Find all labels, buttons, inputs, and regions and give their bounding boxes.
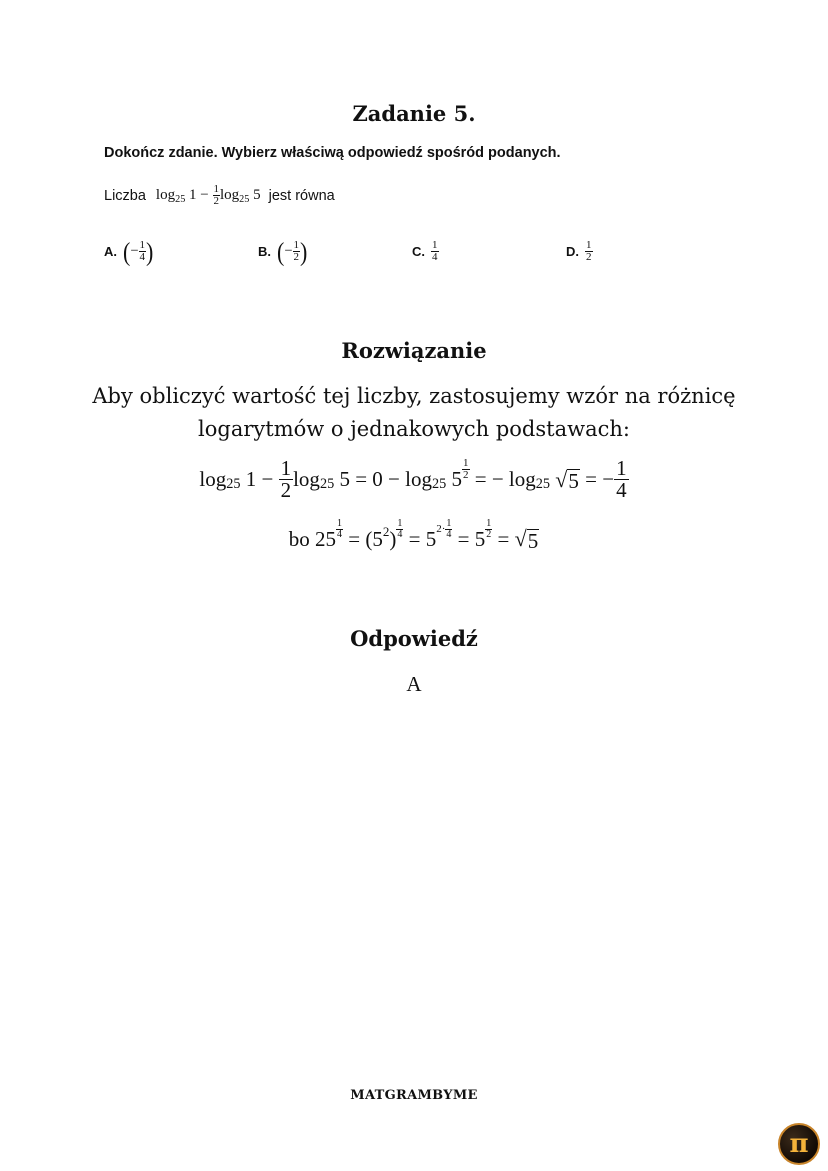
because-label: bo bbox=[288, 526, 310, 551]
option-d-letter: D. bbox=[566, 244, 579, 259]
solution-text: Aby obliczyć wartość tej liczby, zastosujemy wzór na różnicę logarytmów o jednakowych podstawach: bbox=[92, 384, 736, 441]
option-d-value: $\frac{1}{2}$ bbox=[586, 239, 592, 263]
option-b[interactable] bbox=[258, 235, 308, 266]
solution-equation: log 25 1 − $\frac{1}{2}$ log 25 5 = 0 − log 25 5 $\frac{1}{2}$ = − log 25 √ 5 = − $\frac{1}{4}$ bbox=[199, 456, 627, 502]
option-a[interactable] bbox=[104, 235, 154, 266]
solution-title: Rozwiązanie bbox=[341, 338, 487, 363]
statement-expression: log 25 1 − $\frac{1}{2}$ log 25 5 bbox=[155, 183, 261, 207]
task-statement bbox=[104, 184, 335, 207]
option-d[interactable] bbox=[566, 240, 593, 263]
option-b-letter: B. bbox=[258, 244, 271, 259]
option-a-value: ( − $\frac{1}{4}$ ) bbox=[123, 235, 154, 266]
logo-symbol: π bbox=[789, 1129, 809, 1159]
option-a-letter: A. bbox=[104, 244, 117, 259]
pi-logo-icon bbox=[778, 1123, 820, 1165]
statement-prefix: Liczba bbox=[104, 187, 146, 204]
statement-suffix: jest równa bbox=[268, 187, 335, 204]
option-b-value: ( − $\frac{1}{2}$ ) bbox=[277, 235, 308, 266]
option-c-value: $\frac{1}{4}$ bbox=[432, 239, 438, 263]
footer-brand: MATGRAMBYME bbox=[350, 1088, 478, 1103]
answer-value: A bbox=[406, 672, 422, 696]
option-c[interactable] bbox=[412, 240, 439, 263]
task-title: Zadanie 5. bbox=[352, 101, 476, 126]
option-c-letter: C. bbox=[412, 244, 425, 259]
answer-title: Odpowiedź bbox=[350, 626, 478, 651]
task-instruction: Dokończ zdanie. Wybierz właściwą odpowiedź spośród podanych. bbox=[104, 145, 561, 161]
justification-equation: bo 25 $\frac{1}{4}$ = (5 2 ) $\frac{1}{4}$ = 5 2· $\frac{1}{4}$ = 5 $\frac{1}{2}$ = √ 5 bbox=[288, 517, 539, 553]
